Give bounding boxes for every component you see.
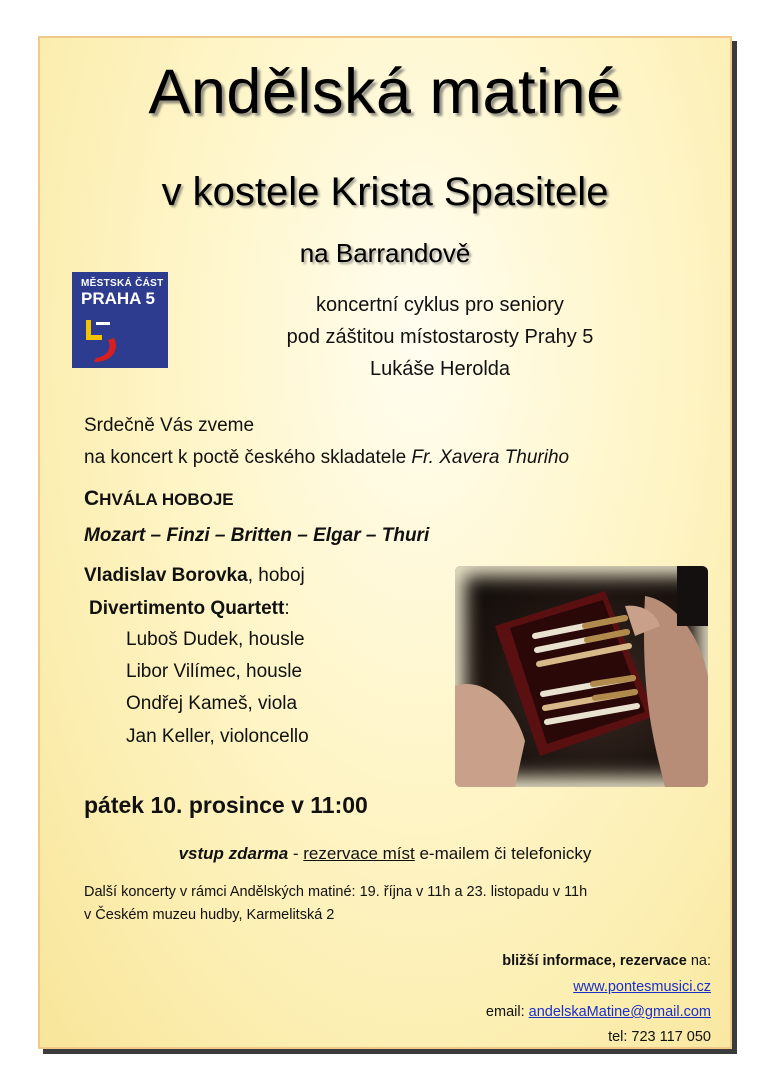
cycle-line1: koncertní cyklus pro seniory	[316, 294, 564, 316]
logo-line1: MĚSTSKÁ ČÁST	[81, 278, 164, 289]
ensemble-member: Ondřej Kameš, viola	[126, 693, 298, 714]
ensemble-suffix: :	[284, 598, 290, 619]
entry-info	[40, 844, 730, 864]
entry-separator: -	[288, 844, 304, 863]
praha5-logo	[72, 272, 168, 368]
concert-title-initial: C	[84, 487, 100, 510]
contact-heading	[502, 953, 711, 969]
phone-number: tel: 723 117 050	[608, 1029, 711, 1045]
email-label: email:	[485, 1004, 529, 1020]
reservation-text: rezervace míst	[303, 844, 415, 863]
reed-case-image	[455, 566, 708, 787]
website-link[interactable]: www.pontesmusici.cz	[573, 979, 711, 995]
ensemble-member: Jan Keller, violoncello	[126, 726, 309, 747]
more-concerts	[84, 881, 587, 927]
venue-subtitle: v kostele Krista Spasitele	[161, 170, 609, 214]
soloist-name: Vladislav Borovka	[84, 565, 248, 586]
cycle-line3: Lukáše Herolda	[369, 358, 511, 380]
contact-heading-rest: na:	[686, 953, 711, 969]
concert-title	[84, 487, 234, 511]
ensemble-member: Libor Vilímec, housle	[126, 661, 303, 682]
ensemble-member: Luboš Dudek, housle	[126, 629, 305, 650]
invite-line2-text: na koncert k poctě českého skladatele	[84, 447, 412, 468]
email-link[interactable]: andelskaMatine@gmail.com	[528, 1004, 711, 1020]
entry-rest: e-mailem či telefonicky	[414, 844, 592, 863]
ensemble	[89, 598, 290, 620]
praha5-mark-icon	[82, 318, 152, 364]
free-entry: vstup zdarma	[178, 844, 289, 863]
logo-line2: PRAHA 5	[81, 289, 155, 308]
location-subtitle: na Barrandově	[299, 238, 471, 268]
composer-name: Fr. Xavera Thuriho	[411, 447, 570, 468]
more-concerts-line2: v Českém muzeu hudby, Karmelitská 2	[84, 907, 335, 923]
poster	[38, 36, 732, 1049]
ensemble-name: Divertimento Quartett	[89, 598, 285, 619]
invite-line1: Srdečně Vás zveme	[84, 415, 255, 436]
cycle-line2: pod záštitou místostarosty Prahy 5	[286, 326, 594, 348]
invite-line2	[84, 447, 569, 469]
more-concerts-line1: Další koncerty v rámci Andělských matiné: 19. října v 11h a 23. listopadu v 11h	[84, 884, 588, 900]
oboe-reeds-photo	[455, 566, 708, 787]
concert-date: pátek 10. prosince v 11:00	[84, 792, 368, 818]
page-title: Andělská matiné	[148, 57, 622, 127]
cycle-info	[170, 289, 710, 385]
composers-list: Mozart – Finzi – Britten – Elgar – Thuri	[84, 525, 430, 546]
concert-title-rest: HVÁLA HOBOJE	[99, 490, 234, 509]
email-line	[486, 1004, 711, 1020]
soloist-role: , hoboj	[247, 565, 305, 586]
soloist	[84, 565, 305, 587]
contact-heading-bold: bližší informace, rezervace	[502, 953, 687, 969]
